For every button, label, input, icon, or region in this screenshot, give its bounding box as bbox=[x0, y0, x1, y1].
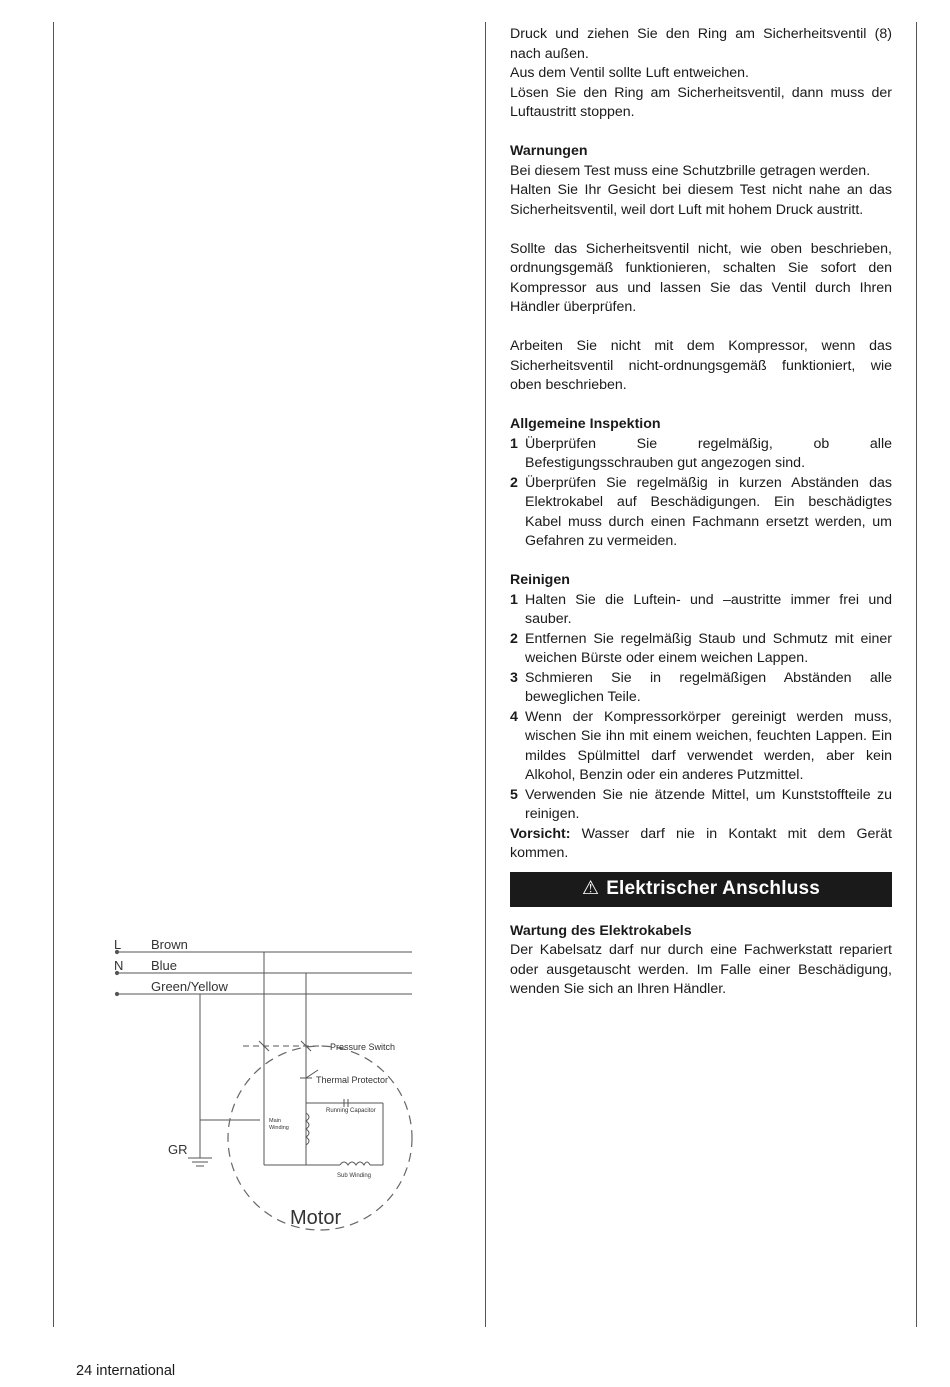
item-text: Überprüfen Sie regelmäßig in kurzen Abständen das Elektrokabel auf Beschädigungen. Ein beschädigtes Kabel muss durch einen Fachmann ersetzt werden, um Gefahren zu vermeiden. bbox=[525, 474, 892, 549]
item-number: 5 bbox=[510, 786, 518, 803]
cleaning-item-3 bbox=[510, 669, 892, 708]
intro-line-1: Druck und ziehen Sie den Ring am Sicherheitsventil (8) nach außen. bbox=[510, 26, 892, 62]
intro-line-2: Aus dem Ventil sollte Luft entweichen. bbox=[510, 65, 749, 81]
item-text: Entfernen Sie regelmäßig Staub und Schmutz mit einer weichen Bürste oder einem weichen Lappen. bbox=[525, 630, 892, 666]
page-footer: 24 international bbox=[76, 1363, 176, 1379]
intro-line-3: Lösen Sie den Ring am Sicherheitsventil, dann muss der Luftaustritt stoppen. bbox=[510, 84, 892, 120]
label-thermal-protector: Thermal Protector bbox=[316, 1075, 389, 1085]
item-text: Überprüfen Sie regelmäßig, ob alle Befestigungsschrauben gut angezogen sind. bbox=[525, 435, 892, 471]
electrical-connection-banner bbox=[510, 872, 892, 907]
label-pressure-switch: Pressure Switch bbox=[330, 1042, 396, 1052]
item-text: Wenn der Kompressorkörper gereinigt werden muss, wischen Sie ihn mit einem weichen, feuchten Lappen. Ein mildes Spülmittel darf verwendet werden, aber kein Alkohol, Benzin oder ein anderes Putzmittel. bbox=[525, 708, 892, 783]
item-number: 1 bbox=[510, 591, 518, 608]
label-sub-winding: Sub Winding bbox=[337, 1173, 372, 1179]
label-l: L bbox=[114, 937, 122, 952]
label-running-capacitor: Running Capacitor bbox=[326, 1108, 376, 1114]
inspection-heading: Allgemeine Inspektion bbox=[510, 416, 661, 432]
item-text: Halten Sie die Luftein- und –austritte immer frei und sauber. bbox=[525, 591, 892, 627]
caution-note bbox=[510, 825, 892, 864]
label-gr: GR bbox=[168, 1142, 188, 1157]
cleaning-item-1 bbox=[510, 591, 892, 630]
item-number: 3 bbox=[510, 669, 518, 686]
label-blue: Blue bbox=[151, 958, 178, 973]
safety-valve-paragraph: Sollte das Sicherheitsventil nicht, wie oben beschrieben, ordnungsgemäß funktionieren, schalten Sie sofort den Kompressor aus und lassen Sie das Ventil durch Ihren Händler überprüfen. bbox=[510, 240, 892, 315]
caution-label: Vorsicht: bbox=[510, 825, 571, 842]
label-brown: Brown bbox=[151, 937, 188, 952]
item-number: 1 bbox=[510, 435, 518, 452]
warnings-heading: Warnungen bbox=[510, 143, 588, 159]
caution-text: Wasser darf nie in Kontakt mit dem Gerät kommen. bbox=[510, 825, 892, 861]
cleaning-item-2 bbox=[510, 630, 892, 669]
wiring-diagram bbox=[108, 928, 428, 1250]
cleaning-item-4 bbox=[510, 708, 892, 786]
warning-triangle-icon: ⚠ bbox=[581, 878, 600, 900]
label-main-winding-2: Winding bbox=[269, 1125, 289, 1131]
item-number: 2 bbox=[510, 474, 518, 491]
item-text: Schmieren Sie in regelmäßigen Abständen alle beweglichen Teile. bbox=[525, 669, 892, 705]
item-number: 4 bbox=[510, 708, 518, 725]
cable-paragraph: Der Kabelsatz darf nur durch eine Fachwerkstatt repariert oder ausgetauscht werden. Im Falle einer Beschädigung, wenden Sie sich an Ihren Händler. bbox=[510, 942, 892, 997]
label-n: N bbox=[114, 958, 124, 973]
column-divider bbox=[485, 22, 486, 1327]
inspection-item-1 bbox=[510, 435, 892, 474]
label-green-yellow: Green/Yellow bbox=[151, 979, 228, 994]
item-number: 2 bbox=[510, 630, 518, 647]
inspection-item-2 bbox=[510, 474, 892, 552]
label-motor: Motor bbox=[290, 1207, 342, 1229]
right-column bbox=[510, 25, 892, 1000]
warning-line-2: Halten Sie Ihr Gesicht bei diesem Test nicht nahe an das Sicherheitsventil, weil dort Luft mit hohem Druck austritt. bbox=[510, 182, 892, 218]
cleaning-heading: Reinigen bbox=[510, 572, 570, 588]
right-margin-rule bbox=[916, 22, 917, 1327]
item-text: Verwenden Sie nie ätzende Mittel, um Kunststoffteile zu reinigen. bbox=[525, 786, 892, 822]
warning-line-1: Bei diesem Test muss eine Schutzbrille getragen werden. bbox=[510, 162, 871, 179]
label-main-winding-1: Main bbox=[269, 1118, 281, 1124]
cable-heading: Wartung des Elektrokabels bbox=[510, 922, 692, 939]
cleaning-item-5 bbox=[510, 786, 892, 825]
banner-title: Elektrischer Anschluss bbox=[606, 878, 821, 900]
do-not-operate-paragraph: Arbeiten Sie nicht mit dem Kompressor, wenn das Sicherheitsventil nicht-ordnungsgemäß funktioniert, wie oben beschrieben. bbox=[510, 338, 892, 393]
left-margin-rule bbox=[53, 22, 54, 1327]
